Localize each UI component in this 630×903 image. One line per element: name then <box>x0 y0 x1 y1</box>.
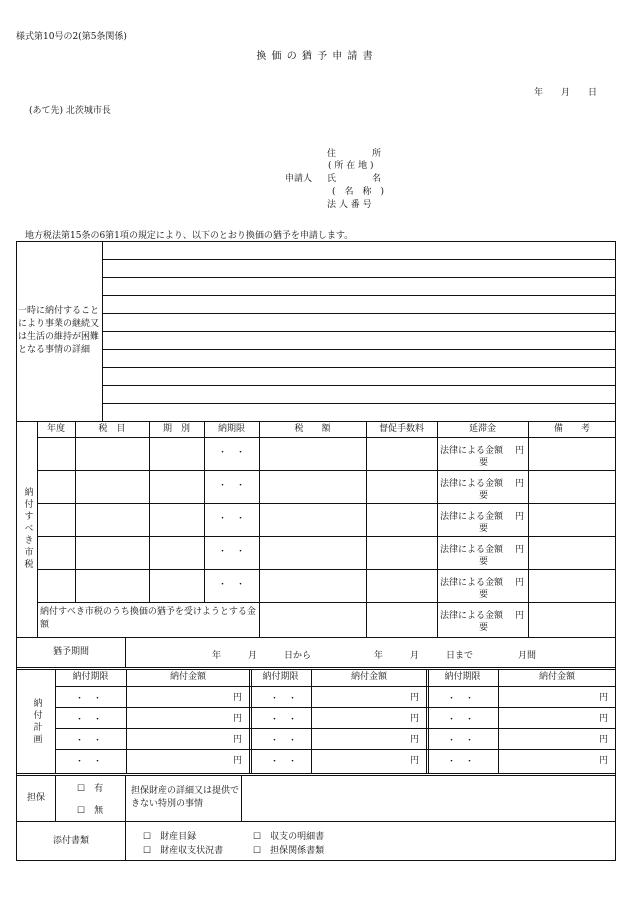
header-remarks: 備 考 <box>553 423 590 434</box>
period-field[interactable]: 年 月 日から 年 月 日まで 月間 <box>212 651 537 661</box>
due-date-cell[interactable]: ・ ・ <box>217 514 245 524</box>
plan-amount-cell[interactable]: 円 <box>232 756 242 766</box>
addressee: (あて先) 北茨城市長 <box>29 106 111 116</box>
details-rule-line <box>102 349 616 350</box>
required-mark: 要 <box>479 557 489 567</box>
header-fee: 督促手数料 <box>378 423 424 434</box>
attachment-income-statement-checkbox[interactable]: ☐ 収支の明細書 <box>253 832 325 842</box>
required-mark: 要 <box>479 458 489 468</box>
plan-due-header: 納付期限 <box>72 672 109 682</box>
details-rule-line <box>102 385 616 386</box>
late-charge-label: 法律による金額 <box>440 512 504 522</box>
plan-due-header: 納付期限 <box>444 672 481 682</box>
period-label: 猶予期間 <box>52 647 89 657</box>
late-charge-label: 法律による金額 <box>440 446 504 456</box>
plan-due-date-cell[interactable]: ・ ・ <box>270 715 298 725</box>
plan-due-date-cell[interactable]: ・ ・ <box>270 757 298 767</box>
details-label: 一時に納付することにより事業の継続又は生活の維持が困難となる事情の詳細 <box>18 306 100 355</box>
plan-due-date-cell[interactable]: ・ ・ <box>447 715 475 725</box>
plan-due-date-cell[interactable]: ・ ・ <box>75 757 103 767</box>
tax-side-label: 納付すべき市税 <box>22 487 33 571</box>
header-tax-item: 税 目 <box>98 423 126 434</box>
total-late-charge-label: 法律による金額 <box>440 611 504 621</box>
yen-unit: 円 <box>515 512 525 522</box>
plan-amount-cell[interactable]: 円 <box>598 714 608 724</box>
total-amount-label: 納付すべき市税のうち換価の猶予を受けようとする金額 <box>40 607 256 630</box>
header-tax-amount: 税 額 <box>294 423 331 434</box>
due-date-cell[interactable]: ・ ・ <box>217 580 245 590</box>
plan-due-date-cell[interactable]: ・ ・ <box>447 694 475 704</box>
due-date-cell[interactable]: ・ ・ <box>217 547 245 557</box>
attachments-label: 添付書類 <box>52 835 89 846</box>
applicant-label: 申請人 <box>285 174 313 184</box>
required-mark: 要 <box>479 491 489 501</box>
details-rule-line <box>102 331 616 332</box>
page-title: 換 価 の 猶 予 申 請 書 <box>256 51 374 62</box>
plan-due-date-cell[interactable]: ・ ・ <box>270 736 298 746</box>
plan-amount-cell[interactable]: 円 <box>409 693 419 703</box>
details-rule-line <box>102 313 616 314</box>
attachment-property-income-checkbox[interactable]: ☐ 財産収支状況書 <box>143 846 224 856</box>
details-rule-line <box>102 259 616 260</box>
due-date-cell[interactable]: ・ ・ <box>217 448 245 458</box>
plan-amount-header: 納付金額 <box>538 672 575 682</box>
form-number: 様式第10号の2(第5条関係) <box>16 32 127 42</box>
details-rule-line <box>102 277 616 278</box>
company-name-label: ( 名 称 ) <box>332 187 385 197</box>
collateral-no-checkbox[interactable]: ☐ 無 <box>77 806 104 816</box>
yen-unit: 円 <box>515 578 525 588</box>
yen-unit: 円 <box>515 545 525 555</box>
late-charge-label: 法律による金額 <box>440 545 504 555</box>
plan-due-date-cell[interactable]: ・ ・ <box>75 715 103 725</box>
plan-amount-cell[interactable]: 円 <box>598 693 608 703</box>
attachment-collateral-docs-checkbox[interactable]: ☐ 担保関係書類 <box>253 846 325 856</box>
due-date-cell[interactable]: ・ ・ <box>217 481 245 491</box>
location-label: ( 所 在 地 ) <box>328 161 374 171</box>
plan-amount-cell[interactable]: 円 <box>232 735 242 745</box>
plan-due-date-cell[interactable]: ・ ・ <box>447 736 475 746</box>
date-field[interactable]: 年 月 日 <box>534 88 598 98</box>
header-due-date: 納期限 <box>217 423 245 434</box>
plan-amount-cell[interactable]: 円 <box>409 735 419 745</box>
plan-side-label: 納付計画 <box>31 697 42 746</box>
collateral-detail-label: 担保財産の詳細又は提供できない特別の事情 <box>131 786 240 809</box>
details-rule-line <box>102 367 616 368</box>
plan-due-date-cell[interactable]: ・ ・ <box>75 694 103 704</box>
required-mark: 要 <box>479 590 489 600</box>
attachment-property-list-checkbox[interactable]: ☐ 財産目録 <box>143 832 197 842</box>
plan-due-header: 納付期限 <box>262 672 299 682</box>
details-rule-line <box>102 403 616 404</box>
total-required-mark: 要 <box>479 623 489 633</box>
plan-amount-cell[interactable]: 円 <box>232 714 242 724</box>
yen-unit: 円 <box>515 479 525 489</box>
details-rule-line <box>102 295 616 296</box>
required-mark: 要 <box>479 524 489 534</box>
plan-amount-cell[interactable]: 円 <box>598 756 608 766</box>
collateral-yes-checkbox[interactable]: ☐ 有 <box>77 784 104 794</box>
collateral-label: 担保 <box>26 792 45 803</box>
plan-amount-cell[interactable]: 円 <box>598 735 608 745</box>
late-charge-label: 法律による金額 <box>440 479 504 489</box>
yen-unit: 円 <box>515 446 525 456</box>
header-year: 年度 <box>46 423 65 434</box>
late-charge-label: 法律による金額 <box>440 578 504 588</box>
header-late-charge: 延滞金 <box>468 423 496 434</box>
plan-due-date-cell[interactable]: ・ ・ <box>270 694 298 704</box>
plan-due-date-cell[interactable]: ・ ・ <box>75 736 103 746</box>
collateral-detail-field[interactable] <box>242 776 615 820</box>
plan-amount-header: 納付金額 <box>350 672 387 682</box>
plan-due-date-cell[interactable]: ・ ・ <box>447 757 475 767</box>
plan-amount-header: 納付金額 <box>169 672 206 682</box>
address-label: 住 所 <box>327 149 382 159</box>
header-period: 期 別 <box>162 423 190 434</box>
corporate-number-label: 法 人 番 号 <box>327 200 372 210</box>
plan-amount-cell[interactable]: 円 <box>409 756 419 766</box>
plan-amount-cell[interactable]: 円 <box>409 714 419 724</box>
total-yen-unit: 円 <box>515 611 525 621</box>
plan-amount-cell[interactable]: 円 <box>232 693 242 703</box>
name-label: 氏 名 <box>327 174 382 184</box>
intro-statement: 地方税法第15条の6第1項の規定により、以下のとおり換価の猶予を申請します。 <box>25 231 354 241</box>
